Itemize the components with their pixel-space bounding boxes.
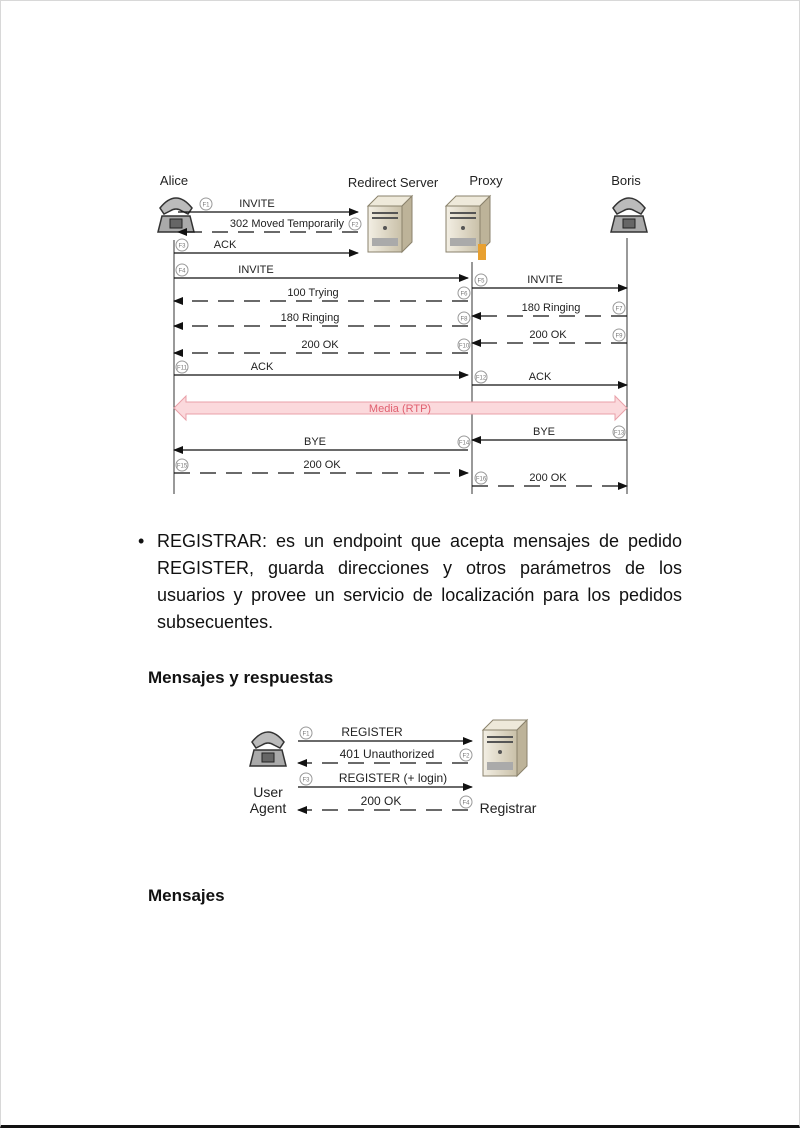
sip-register-sequence-diagram	[0, 700, 800, 830]
step-number: F7	[615, 306, 623, 313]
message-label: 200 OK	[360, 794, 402, 808]
diagram1-message-14	[174, 436, 470, 450]
actor-user-line2: Agent	[249, 800, 287, 816]
proxy-server-icon	[446, 196, 490, 252]
sip-redirect-proxy-sequence-diagram	[0, 0, 800, 520]
proxy-badge-icon	[478, 244, 486, 260]
actor-boris: Boris	[611, 173, 641, 188]
diagram2-message-1	[298, 725, 472, 741]
actor-alice: Alice	[159, 173, 189, 188]
step-number: F1	[202, 202, 210, 209]
step-number: F2	[462, 753, 470, 760]
message-label: ACK	[528, 371, 552, 383]
user-agent-phone-icon	[250, 732, 286, 766]
message-label: INVITE	[239, 198, 275, 210]
diagram1-message-8	[174, 312, 470, 326]
registrar-definition: REGISTRAR: es un endpoint que acepta mensajes de pedido REGISTER, guarda direcciones y otros parámetros de los usuarios y provee un servicio de localización para los pedidos subsecuentes.	[157, 531, 682, 632]
heading-mensajes-y-respuestas: Mensajes y respuestas	[148, 668, 334, 687]
message-label: 100 Trying	[287, 287, 339, 299]
step-number: F10	[458, 343, 470, 350]
boris-phone-icon	[611, 198, 647, 232]
step-number: F4	[178, 268, 186, 275]
message-label: BYE	[303, 436, 327, 448]
step-number: F1	[302, 731, 310, 738]
step-number: F13	[613, 430, 625, 437]
media-label: Media (RTP)	[368, 403, 432, 415]
diagram1-message-6	[174, 287, 470, 301]
diagram1-message-16	[472, 472, 627, 486]
registrar-bullet	[138, 528, 682, 636]
step-number: F9	[615, 333, 623, 340]
diagram1-message-5	[472, 274, 627, 288]
step-number: F15	[176, 463, 188, 470]
actor-registrar: Registrar	[479, 800, 537, 816]
step-number: F12	[475, 375, 487, 382]
diagram1-message-2	[178, 218, 361, 232]
message-label: 200 OK	[529, 472, 567, 484]
message-label: 200 OK	[303, 459, 341, 471]
diagram1-message-4	[174, 264, 468, 278]
diagram2-message-2	[298, 747, 472, 763]
step-number: F3	[178, 243, 186, 250]
message-label: INVITE	[238, 264, 274, 276]
message-label: BYE	[532, 426, 556, 438]
message-label: ACK	[213, 239, 237, 251]
diagram1-message-15	[174, 459, 468, 473]
diagram2-message-3	[298, 771, 472, 787]
diagram1-message-3	[174, 239, 358, 253]
step-number: F3	[302, 777, 310, 784]
step-number: F14	[458, 440, 470, 447]
redirect-server-icon	[368, 196, 412, 252]
message-label: 302 Moved Temporarily	[229, 218, 345, 230]
diagram1-message-11	[174, 361, 468, 375]
bullet-symbol: •	[138, 531, 145, 551]
actor-redirect-server: Redirect Server	[347, 175, 439, 190]
message-label: 401 Unauthorized	[339, 747, 435, 761]
diagram1-message-12	[472, 371, 627, 385]
step-number: F4	[462, 800, 470, 807]
heading-mensajes: Mensajes	[148, 886, 225, 905]
diagram1-message-1	[178, 198, 358, 212]
message-label: INVITE	[527, 274, 563, 286]
message-label: 200 OK	[529, 329, 567, 341]
step-number: F2	[351, 222, 359, 229]
step-number: F8	[460, 316, 468, 323]
alice-phone-icon	[158, 198, 194, 232]
actor-proxy: Proxy	[469, 173, 503, 188]
step-number: F5	[477, 278, 485, 285]
message-label: REGISTER (+ login)	[338, 771, 448, 785]
step-number: F11	[177, 365, 187, 372]
message-label: ACK	[250, 361, 274, 373]
message-label: REGISTER	[341, 725, 403, 739]
actor-user-line1: User	[253, 784, 283, 800]
diagram2-message-4	[298, 794, 472, 810]
diagram1-message-10	[174, 339, 470, 353]
message-label: 180 Ringing	[521, 302, 581, 314]
message-label: 200 OK	[301, 339, 339, 351]
diagram1-message-7	[472, 302, 627, 316]
message-label: 180 Ringing	[280, 312, 340, 324]
diagram1-message-9	[472, 329, 627, 343]
step-number: F16	[475, 476, 487, 483]
diagram1-message-13	[472, 426, 627, 440]
registrar-server-icon	[483, 720, 527, 776]
step-number: F6	[460, 291, 468, 298]
media-rtp-band	[174, 396, 627, 420]
